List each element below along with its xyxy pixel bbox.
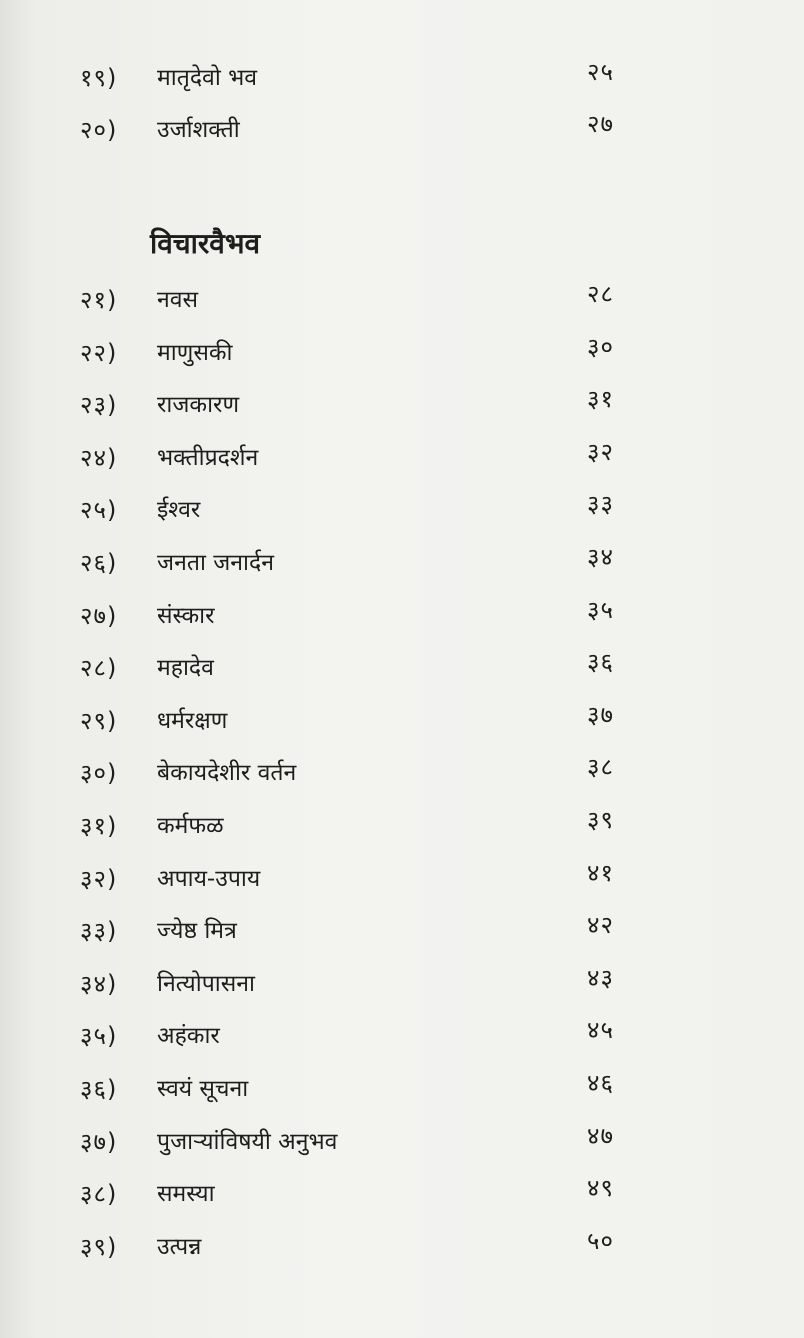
entry-title: कर्मफळ [157, 813, 224, 839]
toc-entry [0, 438, 804, 478]
entry-number: १९) [80, 64, 118, 92]
toc-entry [0, 1016, 804, 1056]
entry-number: २८) [80, 654, 118, 683]
entry-title: अपाय-उपाय [157, 865, 261, 892]
toc-entry [0, 911, 804, 951]
entry-number: २९) [80, 706, 118, 735]
entry-number: २६) [80, 549, 118, 577]
entry-page-number: ३४ [587, 543, 614, 571]
entry-title: भक्तीप्रदर्शन [157, 444, 259, 471]
section-heading: विचारवैभव [150, 227, 261, 260]
entry-title: नवस [157, 287, 199, 313]
entry-number: ३४) [80, 969, 118, 998]
entry-page-number: ३१ [587, 385, 614, 414]
entry-page-number: २७ [587, 110, 614, 138]
toc-entry [0, 385, 804, 425]
entry-title: ज्येष्ठ मित्र [157, 918, 237, 945]
entry-title: उर्जाशक्ती [157, 117, 240, 143]
toc-entry [0, 58, 804, 98]
entry-page-number: २८ [587, 280, 614, 308]
toc-entry [0, 1227, 804, 1267]
entry-page-number: ३२ [587, 437, 614, 466]
entry-page-number: ३६ [587, 648, 614, 677]
toc-entry [0, 280, 804, 320]
entry-title: ईश्वर [157, 497, 201, 524]
toc-entry [0, 806, 804, 846]
entry-title: पुजाऱ्यांविषयी अनुभव [157, 1128, 338, 1155]
toc-entry [0, 333, 804, 373]
entry-page-number: ३८ [587, 753, 614, 782]
entry-number: २४) [80, 443, 118, 472]
entry-number: ३३) [80, 917, 118, 946]
entry-number: ३५) [80, 1022, 118, 1051]
entry-page-number: ५० [587, 1226, 614, 1255]
toc-entry [0, 753, 804, 793]
entry-page-number: ४५ [587, 1016, 614, 1045]
entry-page-number: ४१ [587, 858, 614, 887]
toc-entry [0, 110, 804, 150]
entry-number: ३१) [80, 812, 118, 840]
toc-entry [0, 490, 804, 530]
entry-number: २५) [80, 496, 118, 525]
entry-title: स्वयं सूचना [157, 1076, 249, 1102]
entry-page-number: ३५ [587, 595, 614, 624]
entry-page-number: ४३ [587, 963, 614, 992]
entry-page-number: ४९ [587, 1174, 614, 1203]
entry-page-number: २५ [587, 58, 614, 86]
toc-entry [0, 648, 804, 688]
entry-page-number: ३३ [587, 490, 614, 519]
entry-title: महादेव [157, 655, 214, 682]
entry-title: समस्या [157, 1181, 215, 1208]
entry-title: बेकायदेशीर वर्तन [157, 760, 297, 787]
entry-page-number: ४६ [587, 1069, 614, 1097]
toc-entry [0, 1174, 804, 1214]
entry-title: अहंकार [157, 1023, 220, 1050]
toc-entry [0, 1069, 804, 1109]
toc-entry [0, 964, 804, 1004]
entry-number: ३२) [80, 864, 118, 893]
entry-page-number: ३९ [587, 806, 614, 834]
entry-title: माणुसकी [157, 339, 233, 366]
entry-page-number: ४७ [587, 1121, 614, 1150]
entry-title: जनता जनार्दन [157, 550, 274, 576]
toc-entry [0, 859, 804, 899]
entry-number: ३०) [80, 759, 118, 788]
entry-page-number: ३० [587, 332, 614, 361]
entry-title: मातृदेवो भव [157, 65, 258, 91]
entry-number: २२) [80, 338, 118, 367]
entry-number: ३९) [80, 1232, 118, 1261]
entry-number: ३७) [80, 1127, 118, 1156]
entry-number: ३८) [80, 1180, 118, 1209]
toc-entry [0, 1122, 804, 1162]
entry-title: धर्मरक्षण [157, 707, 228, 734]
entry-title: संस्कार [157, 602, 215, 629]
toc-entry [0, 596, 804, 636]
toc-entry [0, 543, 804, 583]
entry-number: २३) [80, 391, 118, 420]
entry-title: उत्पन्न [157, 1233, 202, 1260]
toc-entry [0, 701, 804, 741]
entry-page-number: ३७ [587, 700, 614, 729]
entry-number: २१) [80, 286, 118, 314]
entry-number: ३६) [80, 1075, 118, 1103]
entry-title: नित्योपासना [157, 970, 255, 997]
entry-number: २७) [80, 601, 118, 630]
entry-number: २०) [80, 116, 118, 144]
entry-title: राजकारण [157, 392, 240, 419]
entry-page-number: ४२ [587, 911, 614, 940]
